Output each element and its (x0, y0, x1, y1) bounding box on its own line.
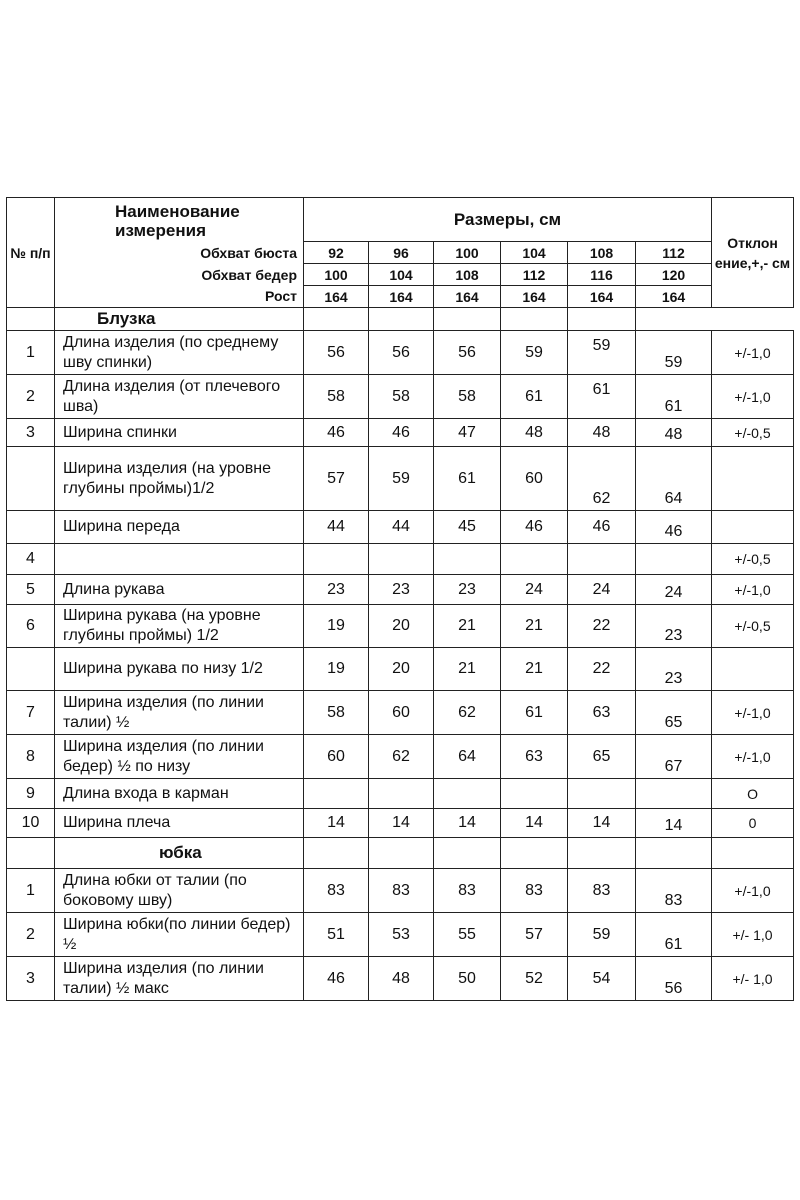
size-measurement-value: 44 (369, 511, 434, 544)
size-measurement-value: 48 (369, 957, 434, 1001)
size-measurement-value (568, 544, 636, 575)
size-measurement-value: 61 (568, 375, 636, 419)
measurement-name: Ширина изделия (по линии бедер) ½ по низу (55, 735, 304, 779)
size-measurement-value: 20 (369, 648, 434, 691)
empty-cell (7, 838, 55, 869)
tolerance-value: +/-0,5 (712, 544, 794, 575)
size-chart-table (6, 197, 794, 1001)
size-measurement-value: 64 (636, 447, 712, 511)
tolerance-value: О (712, 779, 794, 809)
size-measurement-value: 14 (434, 809, 501, 838)
measurement-row (7, 447, 794, 511)
size-value: 164 (501, 286, 568, 308)
measurement-name: Ширина изделия (по линии талии) ½ (55, 691, 304, 735)
row-number: 9 (7, 779, 55, 809)
tolerance-value: +/-1,0 (712, 575, 794, 605)
empty-cell (712, 838, 794, 869)
size-measurement-value: 23 (636, 648, 712, 691)
size-measurement-value: 14 (369, 809, 434, 838)
size-value: 164 (369, 286, 434, 308)
measurement-row (7, 648, 794, 691)
size-measurement-value: 56 (369, 331, 434, 375)
size-measurement-value: 83 (636, 869, 712, 913)
row-number: 6 (7, 605, 55, 648)
row-number (7, 447, 55, 511)
empty-cell (636, 838, 712, 869)
measurement-name: Ширина рукава (на уровне глубины проймы) 1/2 (55, 605, 304, 648)
size-value: 96 (369, 242, 434, 264)
size-measurement-value: 22 (568, 648, 636, 691)
section-name-cell (7, 308, 156, 331)
size-measurement-value: 59 (501, 331, 568, 375)
empty-cell (55, 308, 304, 331)
measurement-row (7, 575, 794, 605)
size-measurement-value: 47 (434, 419, 501, 447)
measurement-name: Ширина рукава по низу 1/2 (55, 648, 304, 691)
size-measurement-value: 45 (434, 511, 501, 544)
size-measurement-value (434, 779, 501, 809)
measurement-row (7, 779, 794, 809)
size-measurement-value (636, 779, 712, 809)
measurement-name: Длина входа в карман (55, 779, 304, 809)
measurement-row (7, 735, 794, 779)
size-measurement-value: 65 (568, 735, 636, 779)
size-measurement-value: 48 (636, 419, 712, 447)
size-value: 112 (636, 242, 712, 264)
measurement-row (7, 419, 794, 447)
tolerance-value: 0 (712, 809, 794, 838)
row-number: 2 (7, 913, 55, 957)
tolerance-value (712, 447, 794, 511)
size-measurement-value: 54 (568, 957, 636, 1001)
measurement-row (7, 331, 794, 375)
measurement-row (7, 809, 794, 838)
size-measurement-value: 14 (636, 809, 712, 838)
section-name-cell (55, 838, 304, 869)
size-value: 100 (304, 264, 369, 286)
empty-cell (501, 838, 568, 869)
size-measurement-value: 83 (304, 869, 369, 913)
row-number: 4 (7, 544, 55, 575)
empty-cell (369, 838, 434, 869)
size-measurement-value: 61 (501, 375, 568, 419)
measurement-row (7, 869, 794, 913)
measurement-name: Длина юбки от талии (по боковому шву) (55, 869, 304, 913)
size-measurement-value: 83 (501, 869, 568, 913)
size-measurement-value: 67 (636, 735, 712, 779)
measurement-name-header: Наименование измерения (55, 198, 304, 242)
size-measurement-value: 23 (636, 605, 712, 648)
row-number: 8 (7, 735, 55, 779)
section-title: Блузка (97, 309, 156, 328)
row-number: 3 (7, 957, 55, 1001)
measurement-name: Длина изделия (от плечевого шва) (55, 375, 304, 419)
size-measurement-value: 46 (636, 511, 712, 544)
size-measurement-value: 83 (568, 869, 636, 913)
size-measurement-value: 23 (434, 575, 501, 605)
number-column-header: № п/п (7, 198, 55, 308)
measurement-name: Ширина юбки(по линии бедер) ½ (55, 913, 304, 957)
size-measurement-value: 62 (434, 691, 501, 735)
empty-cell (568, 308, 636, 331)
measurement-name: Ширина плеча (55, 809, 304, 838)
tolerance-value: +/-1,0 (712, 375, 794, 419)
size-measurement-value: 62 (568, 447, 636, 511)
size-measurement-value: 21 (501, 648, 568, 691)
measurement-name: Ширина переда (55, 511, 304, 544)
size-measurement-value: 61 (636, 375, 712, 419)
size-measurement-value (304, 544, 369, 575)
tolerance-value: +/-1,0 (712, 735, 794, 779)
size-parameter-label: Обхват бюста (55, 242, 304, 264)
size-measurement-value (434, 544, 501, 575)
section-blouse-row (7, 308, 794, 331)
size-measurement-value: 24 (636, 575, 712, 605)
size-measurement-value: 83 (369, 869, 434, 913)
size-value: 164 (568, 286, 636, 308)
row-number: 5 (7, 575, 55, 605)
tolerance-value: +/-1,0 (712, 691, 794, 735)
size-value: 120 (636, 264, 712, 286)
size-value: 112 (501, 264, 568, 286)
section-title: юбка (159, 843, 202, 862)
measurement-row (7, 957, 794, 1001)
size-measurement-value: 24 (501, 575, 568, 605)
size-measurement-value: 63 (568, 691, 636, 735)
size-measurement-value: 46 (568, 511, 636, 544)
size-measurement-value (568, 779, 636, 809)
size-measurement-value: 50 (434, 957, 501, 1001)
size-measurement-value: 48 (568, 419, 636, 447)
row-number: 1 (7, 331, 55, 375)
size-value: 104 (369, 264, 434, 286)
size-measurement-value: 51 (304, 913, 369, 957)
size-measurement-value: 61 (636, 913, 712, 957)
size-measurement-value: 61 (501, 691, 568, 735)
size-measurement-value (636, 544, 712, 575)
row-number (7, 648, 55, 691)
size-measurement-value: 46 (304, 957, 369, 1001)
size-measurement-value: 21 (501, 605, 568, 648)
measurement-row (7, 691, 794, 735)
size-measurement-value: 59 (636, 331, 712, 375)
row-number (7, 511, 55, 544)
size-measurement-value: 14 (304, 809, 369, 838)
hip-girth-row (7, 264, 794, 286)
size-measurement-value: 46 (501, 511, 568, 544)
size-value: 164 (636, 286, 712, 308)
size-measurement-value (501, 544, 568, 575)
section-skirt-row (7, 838, 794, 869)
size-measurement-value: 20 (369, 605, 434, 648)
size-measurement-value: 52 (501, 957, 568, 1001)
size-measurement-value (501, 779, 568, 809)
tolerance-column-header: Отклон ение,+,- см (712, 198, 794, 308)
row-number: 2 (7, 375, 55, 419)
measurement-name: Ширина изделия (на уровне глубины проймы)1/2 (55, 447, 304, 511)
empty-cell (434, 308, 501, 331)
size-measurement-value: 21 (434, 648, 501, 691)
size-measurement-value: 46 (369, 419, 434, 447)
size-measurement-value: 63 (501, 735, 568, 779)
sizes-header: Размеры, см (304, 198, 712, 242)
empty-cell (369, 308, 434, 331)
size-measurement-value: 56 (434, 331, 501, 375)
size-measurement-value: 58 (434, 375, 501, 419)
size-measurement-value: 46 (304, 419, 369, 447)
size-measurement-value: 59 (568, 913, 636, 957)
empty-cell (434, 838, 501, 869)
row-number: 3 (7, 419, 55, 447)
tolerance-value: +/-1,0 (712, 869, 794, 913)
size-measurement-value: 58 (304, 691, 369, 735)
measurement-name (55, 544, 304, 575)
size-measurement-value: 60 (304, 735, 369, 779)
size-measurement-value: 59 (369, 447, 434, 511)
row-number: 7 (7, 691, 55, 735)
size-measurement-value: 55 (434, 913, 501, 957)
size-measurement-value: 65 (636, 691, 712, 735)
size-measurement-value: 59 (568, 331, 636, 375)
size-measurement-value (304, 779, 369, 809)
size-measurement-value: 57 (501, 913, 568, 957)
tolerance-value: +/- 1,0 (712, 913, 794, 957)
size-measurement-value: 62 (369, 735, 434, 779)
size-measurement-value: 60 (369, 691, 434, 735)
size-measurement-value: 22 (568, 605, 636, 648)
size-measurement-value: 44 (304, 511, 369, 544)
measurement-name: Ширина спинки (55, 419, 304, 447)
size-measurement-value: 19 (304, 648, 369, 691)
size-value: 104 (501, 242, 568, 264)
size-value: 164 (304, 286, 369, 308)
size-value: 100 (434, 242, 501, 264)
empty-cell (501, 308, 568, 331)
measurement-row (7, 605, 794, 648)
size-parameter-label: Рост (55, 286, 304, 308)
size-measurement-value: 57 (304, 447, 369, 511)
size-parameter-label: Обхват бедер (55, 264, 304, 286)
row-number: 10 (7, 809, 55, 838)
measurement-row (7, 511, 794, 544)
height-row (7, 286, 794, 308)
measurement-row (7, 913, 794, 957)
size-measurement-value: 23 (304, 575, 369, 605)
size-measurement-value (369, 544, 434, 575)
size-value: 108 (434, 264, 501, 286)
tolerance-value: +/- 1,0 (712, 957, 794, 1001)
size-measurement-value: 56 (636, 957, 712, 1001)
measurement-row (7, 375, 794, 419)
size-measurement-value: 83 (434, 869, 501, 913)
size-measurement-value: 23 (369, 575, 434, 605)
size-measurement-value: 58 (369, 375, 434, 419)
size-measurement-value: 24 (568, 575, 636, 605)
measurement-row (7, 544, 794, 575)
size-measurement-value: 48 (501, 419, 568, 447)
size-value: 116 (568, 264, 636, 286)
size-measurement-value: 14 (501, 809, 568, 838)
tolerance-value: +/-0,5 (712, 605, 794, 648)
tolerance-value (712, 648, 794, 691)
size-measurement-value: 64 (434, 735, 501, 779)
size-value: 164 (434, 286, 501, 308)
empty-cell (568, 838, 636, 869)
size-measurement-value: 19 (304, 605, 369, 648)
empty-cell (304, 308, 369, 331)
tolerance-value: +/-1,0 (712, 331, 794, 375)
bust-girth-row (7, 242, 794, 264)
measurement-name: Длина рукава (55, 575, 304, 605)
size-measurement-value: 60 (501, 447, 568, 511)
size-measurement-value: 56 (304, 331, 369, 375)
size-measurement-value: 61 (434, 447, 501, 511)
size-measurement-value: 14 (568, 809, 636, 838)
header-row (7, 198, 794, 242)
measurement-name: Длина изделия (по среднему шву спинки) (55, 331, 304, 375)
size-measurement-value: 21 (434, 605, 501, 648)
tolerance-value (712, 511, 794, 544)
size-measurement-value: 53 (369, 913, 434, 957)
size-value: 92 (304, 242, 369, 264)
row-number: 1 (7, 869, 55, 913)
size-value: 108 (568, 242, 636, 264)
tolerance-value: +/-0,5 (712, 419, 794, 447)
size-measurement-value (369, 779, 434, 809)
empty-cell (304, 838, 369, 869)
measurement-name: Ширина изделия (по линии талии) ½ макс (55, 957, 304, 1001)
size-measurement-value: 58 (304, 375, 369, 419)
